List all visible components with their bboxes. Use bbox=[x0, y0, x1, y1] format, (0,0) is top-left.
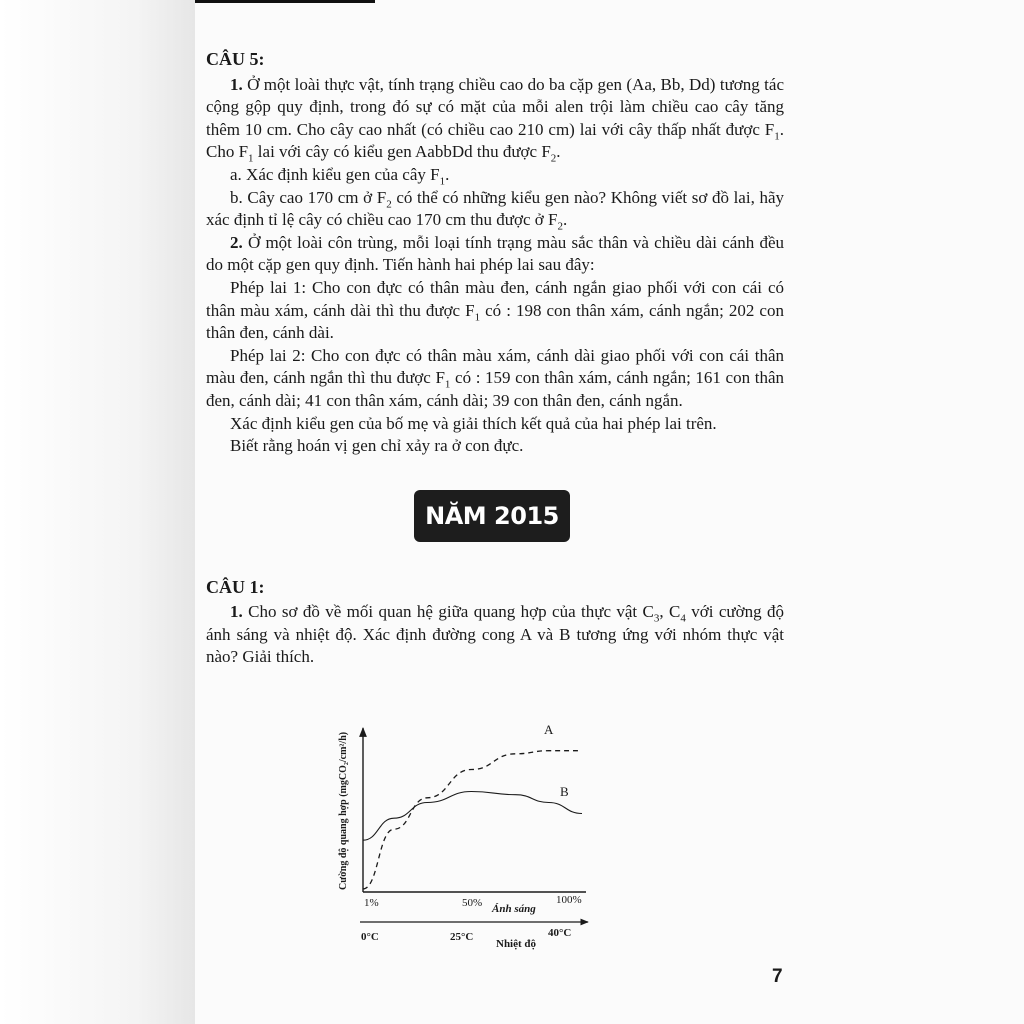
page-number: 7 bbox=[772, 966, 783, 987]
year-banner-wrap bbox=[206, 458, 784, 576]
cau5-q1-b: b. Cây cao 170 cm ở $F_2$ có thể có những kiểu gen nào? Không viết sơ đồ lai, hãy xác định tỉ lệ cây có chiều cao 170 cm thu được ở $F_2$. bbox=[206, 187, 784, 233]
series-b-label: B bbox=[560, 784, 569, 799]
cau5-phep-lai-1: Phép lai 1: Cho con đực có thân màu đen, cánh ngắn giao phối với con cái có thân màu xám, cánh dài thì thu được $F_1$ có : 198 con thân xám, cánh ngắn; 202 con thân đen, cánh dài. bbox=[206, 277, 784, 343]
series-a-label: A bbox=[544, 722, 554, 737]
cau5-q1: 1. Ở một loài thực vật, tính trạng chiều cao do ba cặp gen (Aa, Bb, Dd) tương tác cộng gộp quy định, trong đó sự có mặt của mỗi alen trội làm chiều cao cây tăng thêm 10 cm. Cho cây cao nhất (có chiều cao 210 cm) lai với cây thấp nhất được $F_1$. Cho $F_1$ lai với cây có kiểu gen AabbDd thu được $F_2$. bbox=[206, 74, 784, 165]
x-tick-100: 100% bbox=[556, 894, 582, 906]
curve-b bbox=[363, 792, 582, 841]
top-rule bbox=[195, 0, 375, 3]
x2-tick-0: 0°C bbox=[361, 931, 379, 943]
cau1-heading: CÂU 1: bbox=[206, 576, 265, 597]
x-tick-50: 50% bbox=[462, 897, 483, 909]
photosynthesis-chart bbox=[330, 700, 600, 960]
cau5-q2: 2. Ở một loài côn trùng, mỗi loại tính trạng màu sắc thân và chiều dài cánh đều do một cặp gen quy định. Tiến hành hai phép lai sau đây: bbox=[206, 232, 784, 275]
year-banner: NĂM 2015 bbox=[414, 490, 570, 542]
x-axis-label: Ánh sáng bbox=[492, 903, 536, 915]
x-tick-1: 1% bbox=[364, 897, 379, 909]
cau5-phep-lai-2: Phép lai 2: Cho con đực có thân màu xám, cánh dài giao phối với con cái thân màu đen, cánh ngắn thì thu được $F_1$ có : 159 con thân xám, cánh ngắn; 161 con thân đen, cánh dài; 41 con thân xám, cánh dài; 39 con thân đen, cánh ngắn. bbox=[206, 345, 784, 410]
x2-axis-label: Nhiệt độ bbox=[496, 938, 537, 950]
cau5-q1-a: a. Xác định kiểu gen của cây $F_1$. bbox=[230, 164, 450, 188]
cau5-requirement: Xác định kiểu gen của bố mẹ và giải thích kết quả của hai phép lai trên. bbox=[230, 413, 717, 433]
page-content bbox=[206, 48, 784, 669]
cau5-heading: CÂU 5: bbox=[206, 49, 265, 69]
curve-a bbox=[363, 751, 582, 889]
x2-tick-25: 25°C bbox=[450, 931, 474, 943]
page-gutter bbox=[0, 0, 195, 1024]
cau5-note: Biết rằng hoán vị gen chỉ xảy ra ở con đực. bbox=[230, 436, 524, 456]
cau1-q1: 1. Cho sơ đồ về mối quan hệ giữa quang hợp của thực vật $C_3$, $C_4$ với cường độ ánh sáng và nhiệt độ. Xác định đường cong A và B tương ứng với nhóm thực vật nào? Giải thích. bbox=[206, 602, 784, 667]
x2-tick-40: 40°C bbox=[548, 927, 572, 939]
y-axis-label: Cường độ quang hợp (mgCO₂/cm²/h) bbox=[338, 731, 349, 890]
